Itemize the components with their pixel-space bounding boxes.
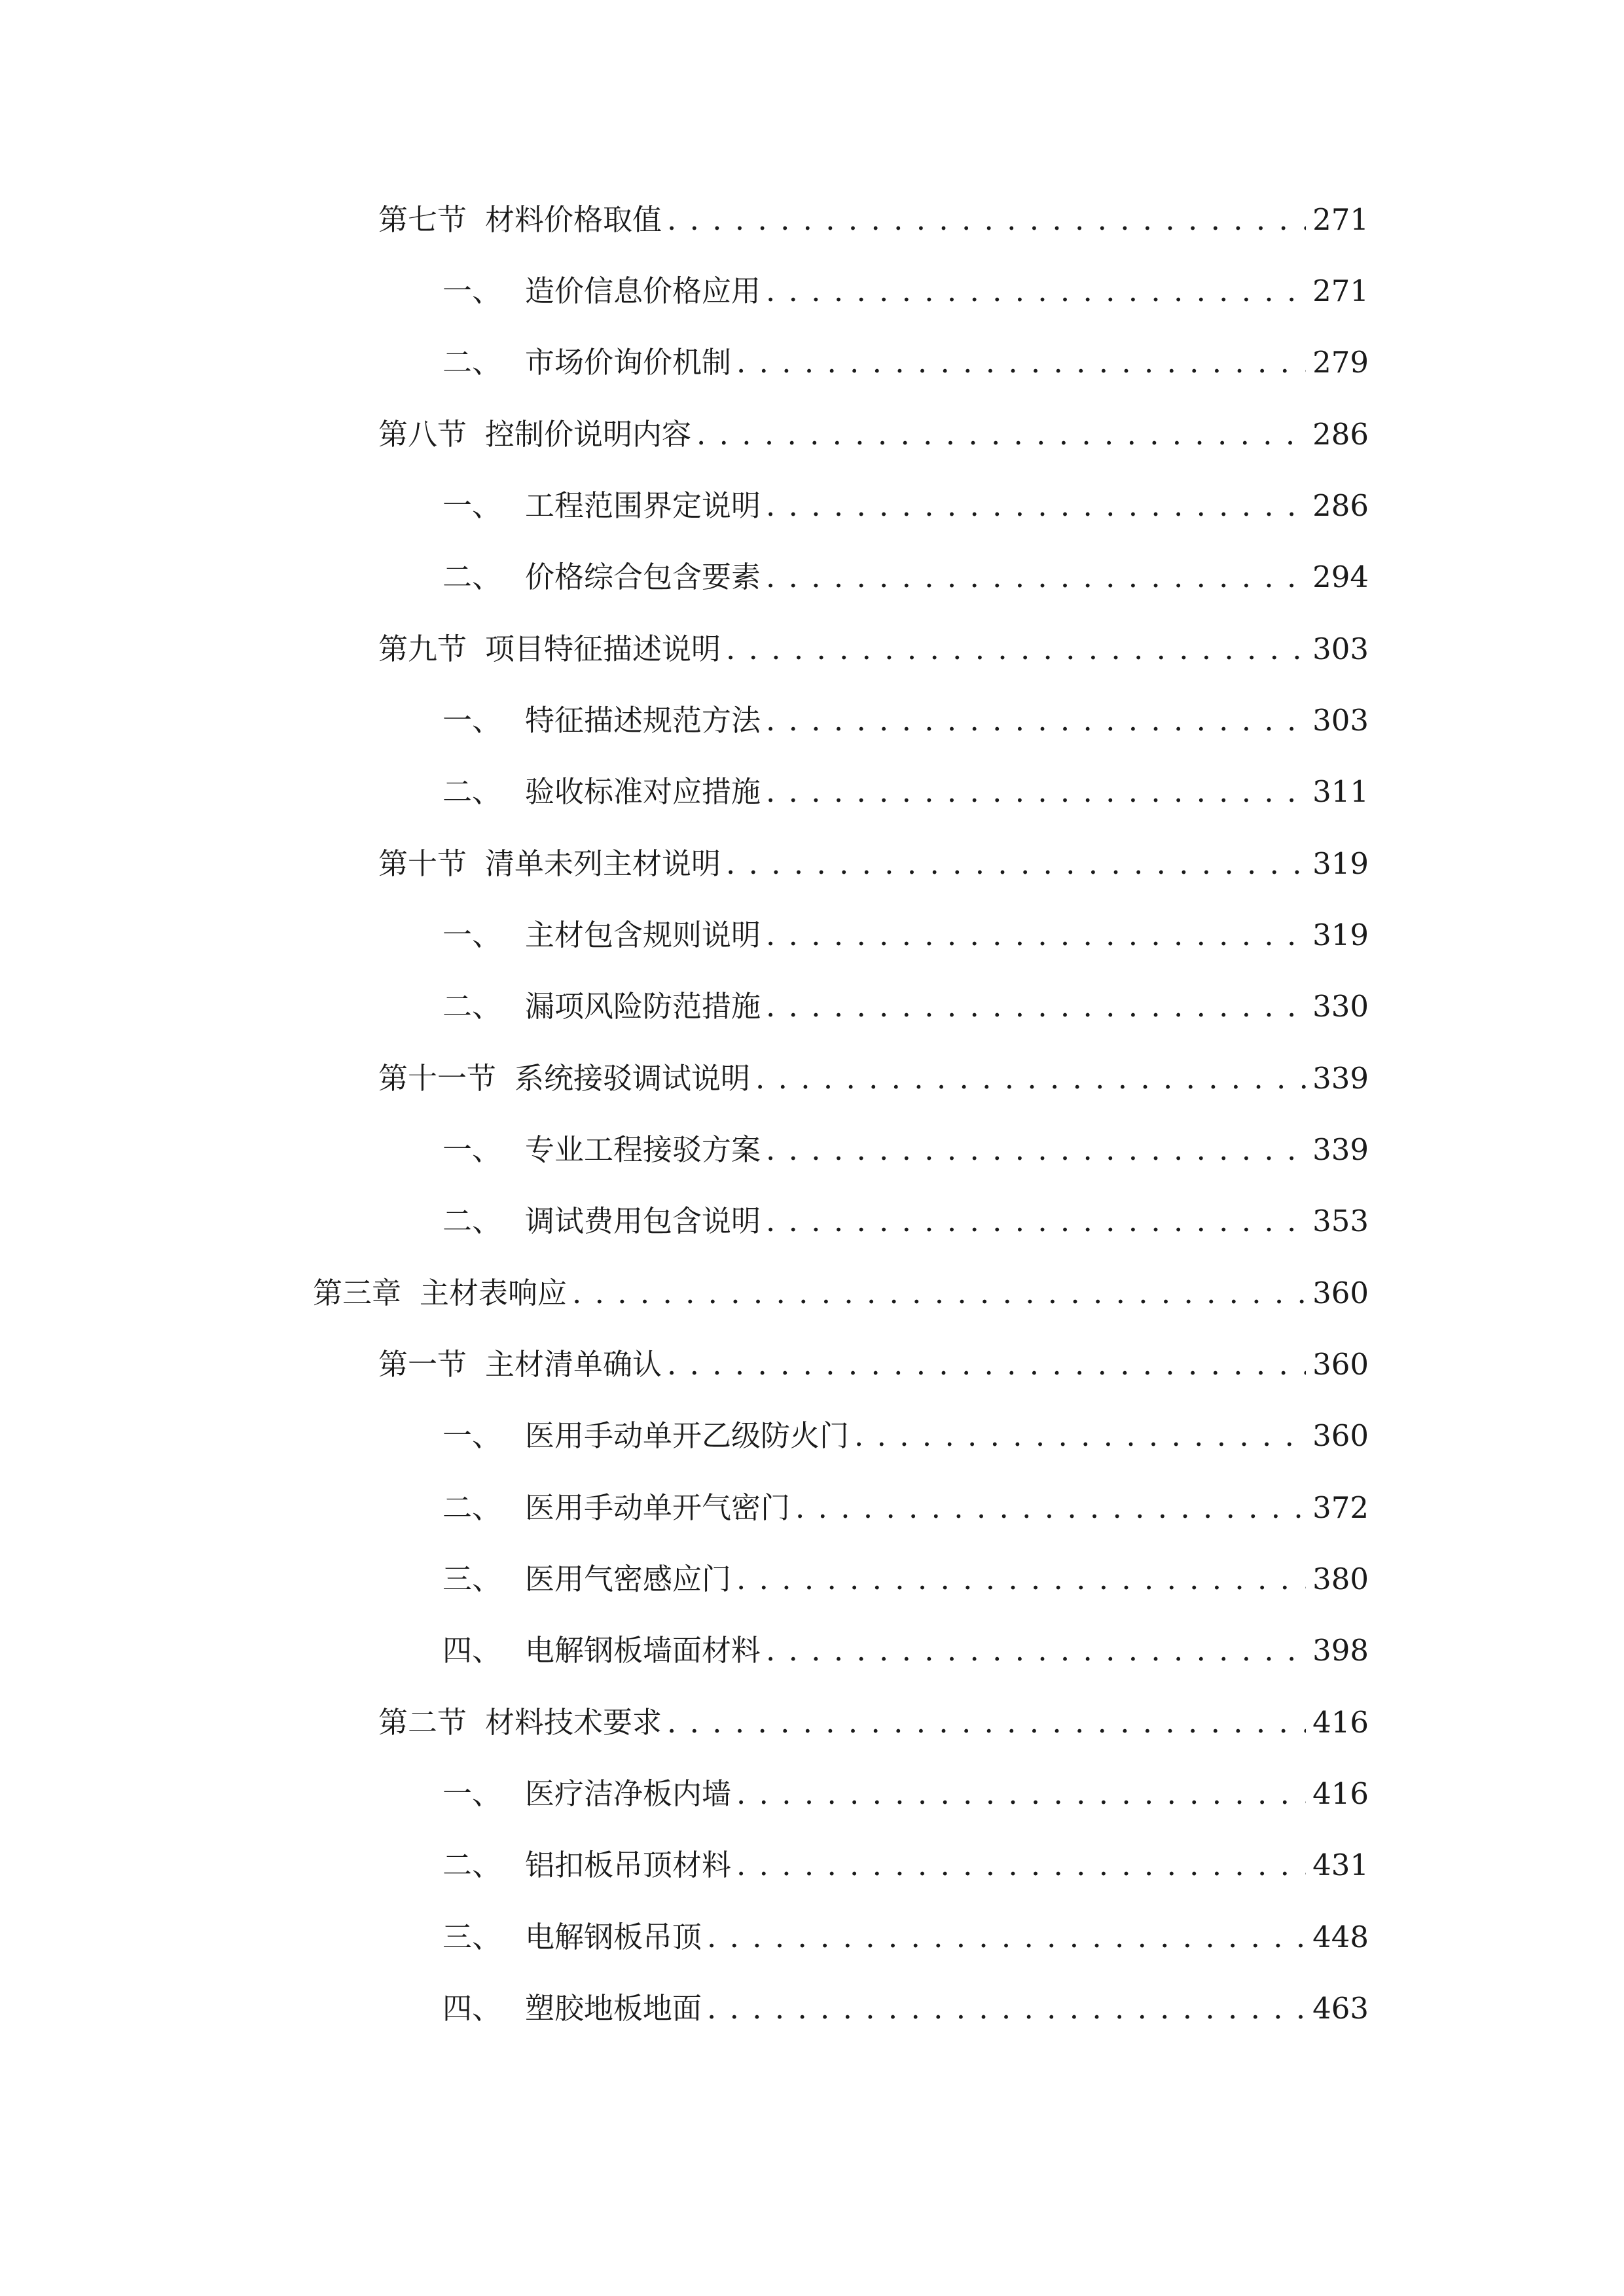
- entry-number: 第一节: [378, 1347, 467, 1382]
- entry-number: 第八节: [378, 417, 467, 452]
- entry-number: 四、: [442, 1991, 502, 2026]
- entry-number: 二、: [442, 989, 502, 1024]
- entry-number: 二、: [442, 1490, 502, 1525]
- page-number: 448: [1312, 1920, 1369, 1954]
- toc-entry-subsection[interactable]: [442, 480, 1369, 532]
- entry-number: 第三章: [313, 1276, 402, 1310]
- toc-entry-subsection[interactable]: [442, 1553, 1369, 1605]
- toc-entry-subsection[interactable]: [442, 1482, 1369, 1534]
- dot-leader: [766, 265, 1306, 317]
- page-number: 380: [1312, 1562, 1369, 1596]
- page-number: 286: [1312, 417, 1369, 452]
- page-number: 416: [1312, 1776, 1369, 1811]
- dot-leader: [736, 1768, 1306, 1820]
- page-number: 431: [1312, 1848, 1369, 1882]
- entry-number: 一、: [442, 488, 502, 523]
- toc-entry-subsection[interactable]: [442, 766, 1369, 818]
- entry-title: 材料技术要求: [485, 1705, 662, 1740]
- entry-number: 第二节: [378, 1705, 467, 1740]
- dot-leader: [766, 1195, 1306, 1247]
- page-number: 271: [1312, 274, 1369, 308]
- dot-leader: [726, 838, 1306, 890]
- dot-leader: [667, 1338, 1306, 1391]
- page-number: 311: [1312, 774, 1369, 809]
- dot-leader: [766, 694, 1306, 747]
- toc-entry-subsection[interactable]: [442, 336, 1369, 389]
- page-number: 372: [1312, 1490, 1369, 1525]
- entry-number: 二、: [442, 774, 502, 809]
- toc-entry-section[interactable]: [378, 1696, 1369, 1749]
- toc-entry-section[interactable]: [378, 1338, 1369, 1391]
- dot-leader: [766, 1124, 1306, 1176]
- entry-title: 清单未列主材说明: [485, 846, 721, 881]
- entry-title: 材料价格取值: [485, 202, 662, 237]
- dot-leader: [707, 1982, 1306, 2035]
- toc-entry-subsection[interactable]: [442, 551, 1369, 603]
- toc-entry-subsection[interactable]: [442, 1768, 1369, 1820]
- entry-title: 控制价说明内容: [485, 417, 692, 452]
- dot-leader: [736, 336, 1306, 389]
- page-number: 303: [1312, 703, 1369, 738]
- toc-entry-chapter[interactable]: [313, 1267, 1369, 1319]
- entry-number: 第七节: [378, 202, 467, 237]
- entry-number: 一、: [442, 918, 502, 952]
- entry-title: 系统接驳调试说明: [514, 1061, 751, 1096]
- dot-leader: [572, 1267, 1306, 1319]
- entry-title: 塑胶地板地面: [525, 1991, 702, 2026]
- entry-title: 价格综合包含要素: [525, 560, 761, 594]
- page-number: 319: [1312, 846, 1369, 881]
- entry-number: 二、: [442, 345, 502, 380]
- page-number: 416: [1312, 1705, 1369, 1740]
- toc-entry-subsection[interactable]: [442, 1195, 1369, 1247]
- entry-title: 主材清单确认: [485, 1347, 662, 1382]
- toc-entry-subsection[interactable]: [442, 1410, 1369, 1462]
- toc-entry-subsection[interactable]: [442, 1911, 1369, 1964]
- page-number: 319: [1312, 918, 1369, 952]
- dot-leader: [726, 623, 1306, 675]
- page-number: 286: [1312, 488, 1369, 523]
- dot-leader: [736, 1553, 1306, 1605]
- entry-title: 电解钢板墙面材料: [525, 1633, 761, 1668]
- page-number: 353: [1312, 1204, 1369, 1238]
- page-number: 271: [1312, 202, 1369, 237]
- entry-title: 专业工程接驳方案: [525, 1132, 761, 1167]
- toc-entry-subsection[interactable]: [442, 909, 1369, 961]
- entry-number: 第十节: [378, 846, 467, 881]
- entry-title: 市场价询价机制: [525, 345, 732, 380]
- dot-leader: [707, 1911, 1306, 1964]
- toc-entry-subsection[interactable]: [442, 1839, 1369, 1892]
- entry-title: 主材表响应: [420, 1276, 568, 1310]
- entry-number: 一、: [442, 703, 502, 738]
- dot-leader: [795, 1482, 1306, 1534]
- entry-number: 四、: [442, 1633, 502, 1668]
- page-number: 294: [1312, 560, 1369, 594]
- toc-entry-subsection[interactable]: [442, 980, 1369, 1033]
- entry-number: 三、: [442, 1920, 502, 1954]
- page-number: 303: [1312, 632, 1369, 666]
- dot-leader: [766, 766, 1306, 818]
- dot-leader: [766, 480, 1306, 532]
- entry-number: 二、: [442, 1848, 502, 1882]
- entry-title: 铝扣板吊顶材料: [525, 1848, 732, 1882]
- page-number: 360: [1312, 1347, 1369, 1382]
- entry-title: 项目特征描述说明: [485, 632, 721, 666]
- entry-title: 医疗洁净板内墙: [525, 1776, 732, 1811]
- page-number: 398: [1312, 1633, 1369, 1668]
- entry-title: 漏项风险防范措施: [525, 989, 761, 1024]
- dot-leader: [766, 1624, 1306, 1677]
- toc-entry-section[interactable]: [378, 623, 1369, 675]
- dot-leader: [766, 551, 1306, 603]
- entry-number: 一、: [442, 1776, 502, 1811]
- entry-title: 验收标准对应措施: [525, 774, 761, 809]
- dot-leader: [766, 980, 1306, 1033]
- toc-entry-subsection[interactable]: [442, 265, 1369, 317]
- dot-leader: [667, 1696, 1306, 1749]
- toc-entry-subsection[interactable]: [442, 1124, 1369, 1176]
- entry-number: 第九节: [378, 632, 467, 666]
- toc-entry-section[interactable]: [378, 838, 1369, 890]
- entry-number: 二、: [442, 1204, 502, 1238]
- entry-title: 医用手动单开乙级防火门: [525, 1418, 850, 1453]
- toc-entry-section[interactable]: [378, 194, 1369, 246]
- page-number: 339: [1312, 1132, 1369, 1167]
- page-number: 463: [1312, 1991, 1369, 2026]
- entry-number: 二、: [442, 560, 502, 594]
- entry-title: 工程范围界定说明: [525, 488, 761, 523]
- page-number: 279: [1312, 345, 1369, 380]
- toc-entry-section[interactable]: [378, 1052, 1369, 1105]
- dot-leader: [696, 408, 1306, 461]
- toc-entry-subsection[interactable]: [442, 1982, 1369, 2035]
- page-number: 360: [1312, 1418, 1369, 1453]
- toc-entry-subsection[interactable]: [442, 694, 1369, 747]
- entry-title: 医用气密感应门: [525, 1562, 732, 1596]
- entry-title: 特征描述规范方法: [525, 703, 761, 738]
- entry-number: 三、: [442, 1562, 502, 1596]
- dot-leader: [766, 909, 1306, 961]
- entry-number: 第十一节: [378, 1061, 497, 1096]
- entry-number: 一、: [442, 1132, 502, 1167]
- dot-leader: [736, 1839, 1306, 1892]
- page-number: 360: [1312, 1276, 1369, 1310]
- entry-number: 一、: [442, 274, 502, 308]
- entry-number: 一、: [442, 1418, 502, 1453]
- entry-title: 主材包含规则说明: [525, 918, 761, 952]
- dot-leader: [854, 1410, 1306, 1462]
- entry-title: 医用手动单开气密门: [525, 1490, 791, 1525]
- toc-entry-section[interactable]: [378, 408, 1369, 461]
- dot-leader: [667, 194, 1306, 246]
- dot-leader: [755, 1052, 1306, 1105]
- toc-entry-subsection[interactable]: [442, 1624, 1369, 1677]
- page-number: 339: [1312, 1061, 1369, 1096]
- entry-title: 调试费用包含说明: [525, 1204, 761, 1238]
- entry-title: 电解钢板吊顶: [525, 1920, 702, 1954]
- entry-title: 造价信息价格应用: [525, 274, 761, 308]
- page-number: 330: [1312, 989, 1369, 1024]
